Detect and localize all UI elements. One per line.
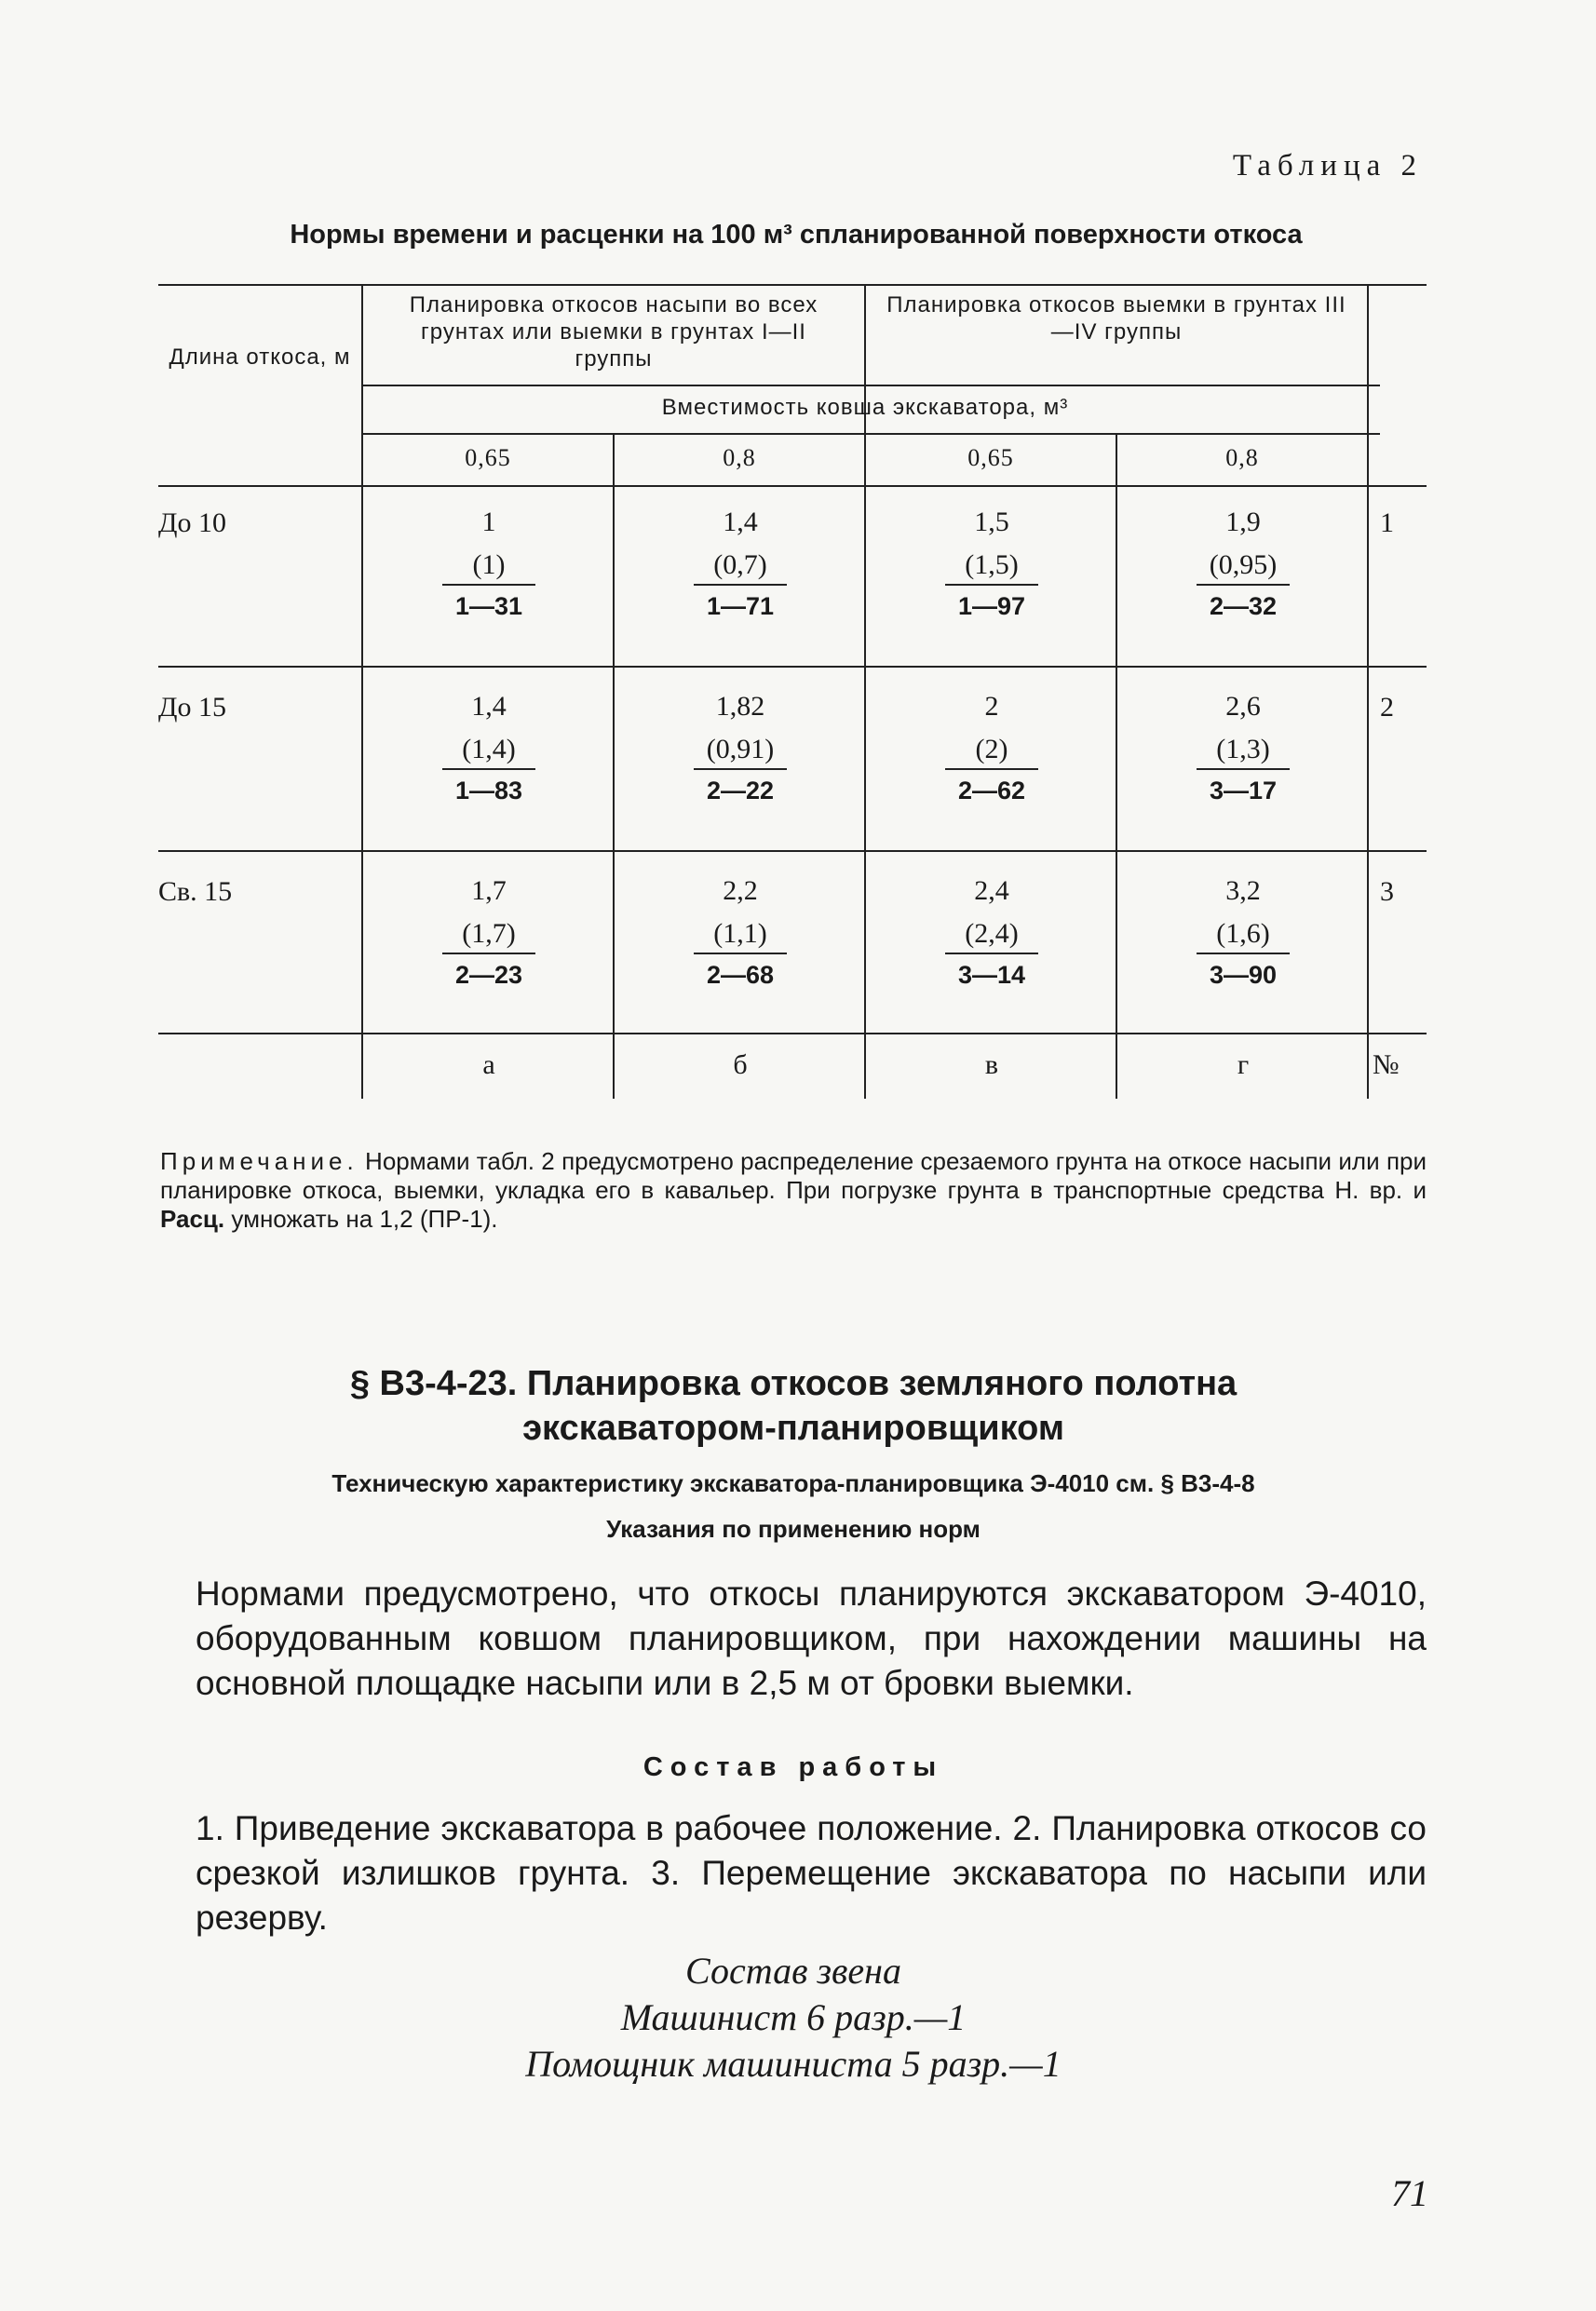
norms-table <box>158 284 1427 1099</box>
table-cell <box>615 684 866 811</box>
table-cell <box>1117 500 1369 627</box>
rate: 2—23 <box>454 961 523 989</box>
column-letter: б <box>733 1049 748 1080</box>
machine-time: (1,4) <box>442 731 535 770</box>
rate: 2—68 <box>706 961 775 989</box>
table-cell <box>866 869 1117 995</box>
table-cell <box>1117 684 1369 811</box>
machine-time: (1,1) <box>694 915 787 954</box>
crew-member: Машинист 6 разр.—1 <box>620 1996 967 2038</box>
machine-time: (0,91) <box>694 731 787 770</box>
section-title-line: § В3-4-23. Планировка откосов земляного полотна <box>349 1364 1238 1403</box>
row-label: Св. 15 <box>158 876 233 907</box>
time-norm: 1,5 <box>974 507 1009 537</box>
rate: 1—71 <box>706 592 775 620</box>
capacity-value: 0,65 <box>967 444 1014 471</box>
rate: 3—90 <box>1209 961 1278 989</box>
time-norm: 1,4 <box>471 691 507 722</box>
header-group-1: Планировка откосов насыпи во всех грунтах или выемки в грунтах I—II группы <box>409 292 818 372</box>
time-norm: 2,6 <box>1225 691 1261 722</box>
time-norm: 3,2 <box>1225 875 1261 906</box>
column-letter: г <box>1237 1049 1250 1080</box>
time-norm: 1,9 <box>1225 507 1261 537</box>
table-cell <box>615 869 866 995</box>
time-norm: 2 <box>984 691 999 722</box>
time-norm: 2,2 <box>723 875 758 906</box>
rate: 1—31 <box>454 592 523 620</box>
row-label: До 10 <box>158 507 226 538</box>
time-norm: 1,82 <box>715 691 765 722</box>
table-cell <box>363 500 615 627</box>
rate: 1—83 <box>454 777 523 804</box>
table-rule-groups <box>361 385 1380 386</box>
work-composition-text: 1. Приведение экскаватора в рабочее положение. 2. Планировка откосов со срезкой излишков грунта. 3. Перемещение экскаватора по насыпи или резерву. <box>196 1809 1427 1937</box>
time-norm: 1 <box>481 507 496 537</box>
table-label: Таблица 2 <box>1232 149 1423 182</box>
table-rule-row3 <box>158 1033 1427 1034</box>
note-text: Нормами табл. 2 предусмотрено распределение срезаемого грунта на откосе насыпи или при планировке откоса, выемки, укладка его в кавальер. При погрузке грунта в транспортные средства Н. вр. и <box>160 1147 1427 1204</box>
table-rule-header-bottom <box>158 485 1427 487</box>
rate: 3—17 <box>1209 777 1278 804</box>
header-capacity: Вместимость ковша экскаватора, м³ <box>661 395 1069 420</box>
number-header: № <box>1373 1049 1400 1080</box>
row-number: 2 <box>1380 692 1394 723</box>
note-bold: Расц. <box>160 1205 225 1233</box>
capacity-value: 0,65 <box>465 444 511 471</box>
rate: 2—22 <box>706 777 775 804</box>
crew-composition <box>160 1948 1427 2088</box>
machine-time: (0,7) <box>694 547 787 586</box>
crew-title: Состав звена <box>684 1950 901 1992</box>
row-number: 1 <box>1380 507 1394 538</box>
table-cell <box>615 500 866 627</box>
instructions-title: Указания по применению норм <box>606 1515 981 1543</box>
work-composition-title: Состав работы <box>642 1752 944 1782</box>
rate: 1—97 <box>957 592 1026 620</box>
section-title <box>160 1361 1427 1451</box>
header-group-2: Планировка откосов выемки в грунтах III—IV группы <box>886 292 1346 345</box>
table-rule-capacity <box>361 433 1380 435</box>
table-cell <box>363 684 615 811</box>
machine-time: (2) <box>945 731 1038 770</box>
crew-member: Помощник машиниста 5 разр.—1 <box>525 2043 1062 2085</box>
note-text-end: умножать на 1,2 (ПР-1). <box>224 1205 498 1233</box>
table-cell <box>363 869 615 995</box>
rate: 2—62 <box>957 777 1026 804</box>
table-rule-row1 <box>158 666 1427 668</box>
machine-time: (1,7) <box>442 915 535 954</box>
table-cell <box>1117 869 1369 995</box>
row-number: 3 <box>1380 876 1394 907</box>
table-note <box>160 1147 1427 1234</box>
machine-time: (0,95) <box>1197 547 1290 586</box>
page-number: 71 <box>1391 2172 1428 2214</box>
machine-time: (1,6) <box>1197 915 1290 954</box>
table-cell <box>866 500 1117 627</box>
column-letter: в <box>984 1049 999 1080</box>
rate: 3—14 <box>957 961 1026 989</box>
rate: 2—32 <box>1209 592 1278 620</box>
machine-time: (2,4) <box>945 915 1038 954</box>
machine-time: (1,3) <box>1197 731 1290 770</box>
column-letter: а <box>482 1049 495 1080</box>
machine-time: (1,5) <box>945 547 1038 586</box>
table-caption: Нормы времени и расценки на 100 м³ спланированной поверхности откоса <box>290 220 1303 250</box>
tech-reference: Техническую характеристику экскаватора-планировщика Э-4010 см. § В3-4-8 <box>331 1469 1255 1497</box>
table-rule-top <box>158 284 1427 286</box>
time-norm: 1,4 <box>723 507 758 537</box>
table-rule-row2 <box>158 850 1427 852</box>
row-label: До 15 <box>158 692 226 723</box>
machine-time: (1) <box>442 547 535 586</box>
instructions-text: Нормами предусмотрено, что откосы планируются экскаватором Э-4010, оборудованным ковшом планировщиком, при нахождении машины на основной площадке насыпи или в 2,5 м от бровки выемки. <box>196 1574 1427 1702</box>
note-label: Примечание. <box>160 1147 358 1175</box>
time-norm: 1,7 <box>471 875 507 906</box>
capacity-value: 0,8 <box>723 444 756 471</box>
section-title-line: экскаватором-планировщиком <box>522 1409 1064 1448</box>
time-norm: 2,4 <box>974 875 1009 906</box>
capacity-value: 0,8 <box>1225 444 1259 471</box>
header-slope-length: Длина откоса, м <box>169 345 351 370</box>
table-cell <box>866 684 1117 811</box>
